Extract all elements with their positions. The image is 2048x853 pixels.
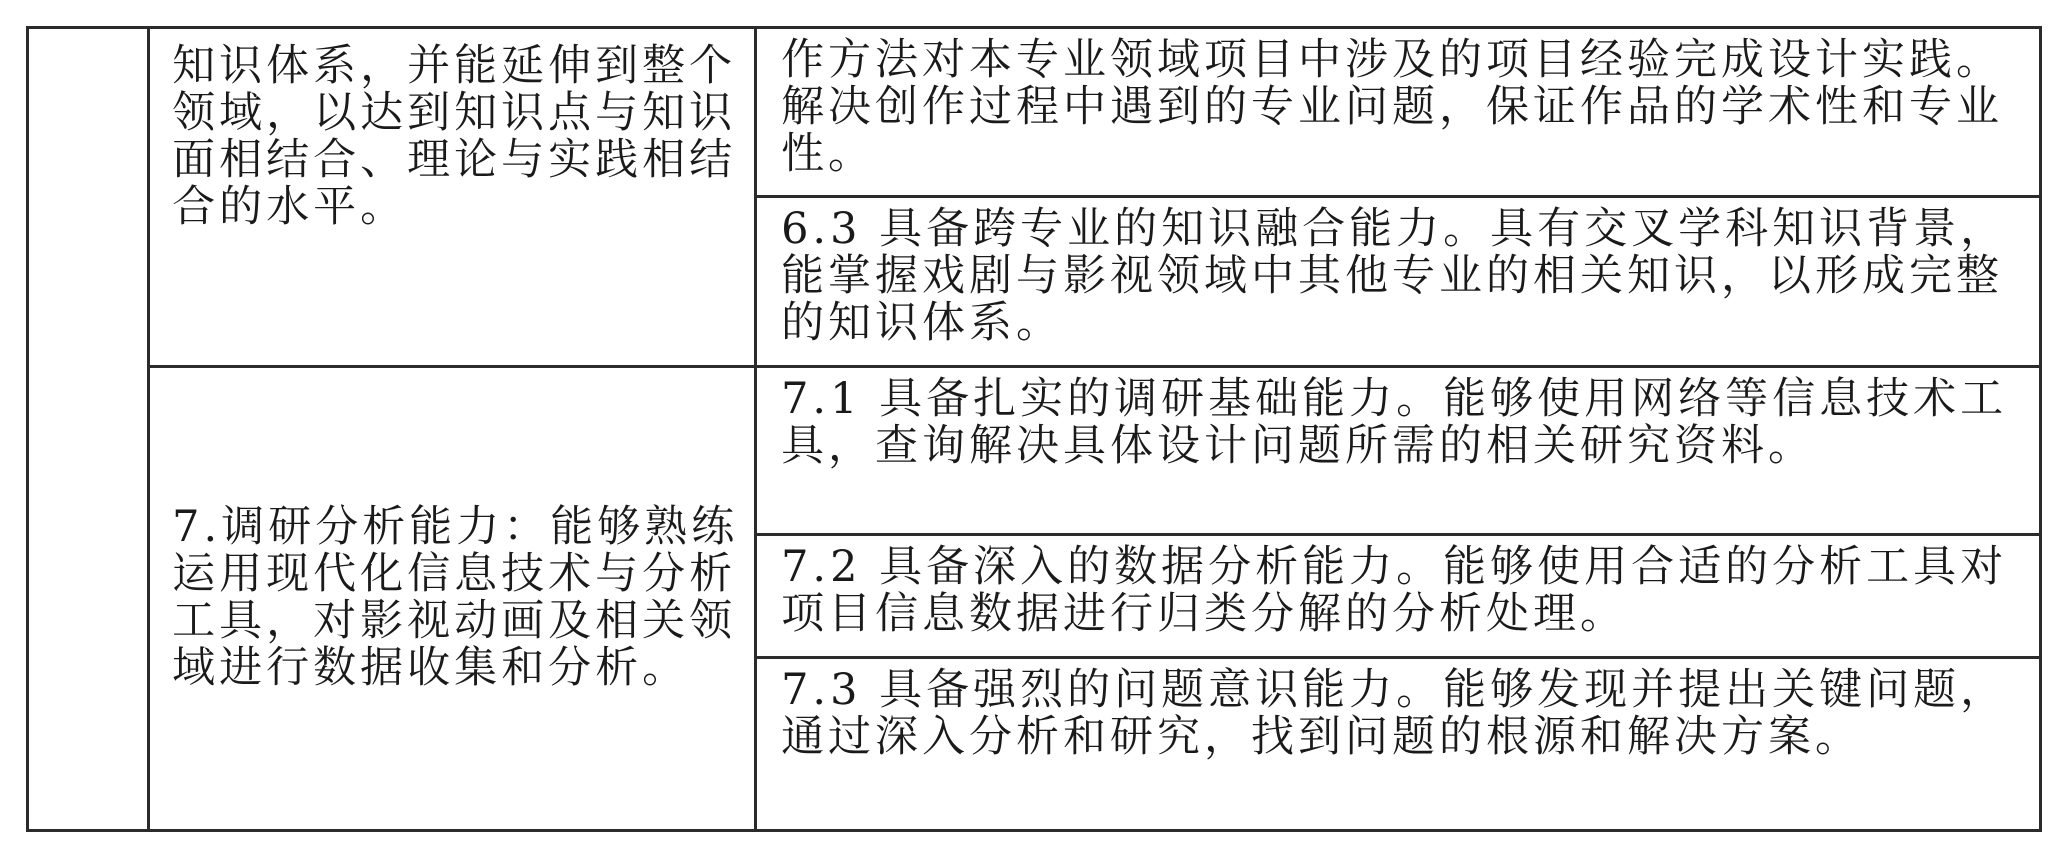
research-analysis-text: 7.调研分析能力：能够熟练运用现代化信息技术与分析工具，对影视动画及相关领域进行数据收集和分析。	[172, 502, 739, 694]
table-row	[28, 28, 2041, 197]
indicator-text: 7.1 具备扎实的调研基础能力。能够使用网络等信息技术工具，查询解决具体设计问题所需的相关研究资料。	[781, 373, 2008, 471]
indicator-text: 作方法对本专业领域项目中涉及的项目经验完成设计实践。解决创作过程中遇到的专业问题，保证作品的学术性和专业性。	[781, 35, 2004, 179]
research-analysis-cell	[149, 366, 756, 830]
indicator-cell	[756, 28, 2041, 197]
indicator-cell	[756, 658, 2041, 831]
empty-first-column-cell	[28, 28, 149, 831]
knowledge-system-cell	[149, 28, 756, 367]
indicator-text: 7.2 具备深入的数据分析能力。能够使用合适的分析工具对项目信息数据进行归类分解的分析处理。	[781, 542, 2008, 640]
table-row	[28, 366, 2041, 534]
indicator-cell	[756, 197, 2041, 366]
indicator-text: 7.3 具备强烈的问题意识能力。能够发现并提出关键问题，通过深入分析和研究，找到问题的根源和解决方案。	[781, 665, 2008, 763]
indicator-cell	[756, 366, 2041, 534]
indicator-text: 6.3 具备跨专业的知识融合能力。具有交叉学科知识背景，能掌握戏剧与影视领域中其他专业的相关知识，以形成完整的知识体系。	[781, 204, 2008, 349]
indicator-cell	[756, 535, 2041, 658]
knowledge-system-text: 知识体系，并能延伸到整个领域，以达到知识点与知识面相结合、理论与实践相结合的水平。	[172, 41, 737, 232]
requirements-table	[26, 26, 2042, 832]
